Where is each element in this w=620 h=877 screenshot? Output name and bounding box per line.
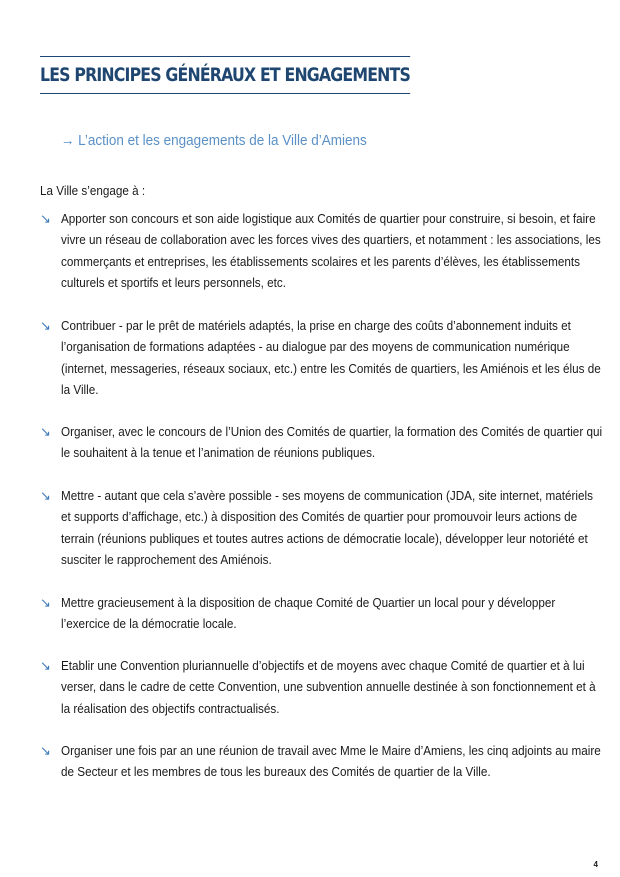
south-east-arrow-icon: ↘ — [40, 743, 51, 758]
list-item-text: Organiser une fois par an une réunion de travail avec Mme le Maire d’Amiens, les cinq adjoints au maire de Secteur et les membres de tous les bureaux des Comités de quartier de la Ville. — [61, 743, 601, 780]
south-east-arrow-icon: ↘ — [40, 595, 51, 610]
list-item-text: Organiser, avec le concours de l’Union des Comités de quartier, la formation des Comités de quartier qui le souhaitent à la tenue et l’animation de réunions publiques. — [61, 424, 603, 461]
section-heading-text: L’action et les engagements de la Ville d’Amiens — [78, 132, 367, 149]
south-east-arrow-icon: ↘ — [40, 318, 51, 333]
page-number: 4 — [593, 860, 598, 869]
list-item-text: Contribuer - par le prêt de matériels adaptés, la prise en charge des coûts d’abonnement induits et l’organisation de formations adaptées - au dialogue par des moyens de communication numérique (internet, messageries, réseaux sociaux, etc.) entre les Comités de quartiers, les Amiénois et les élus de la Ville. — [61, 318, 601, 398]
south-east-arrow-icon: ↘ — [40, 488, 51, 503]
list-item-text: Mettre - autant que cela s’avère possible - ses moyens de communication (JDA, site internet, matériels et supports d’affichage, etc.) à disposition des Comités de quartier pour promouvoir leurs actions de terrain (réunions publiques et toutes autres actions de démocratie locale), développer leur notoriété et susciter le rapprochement des Amiénois. — [61, 488, 593, 568]
right-arrow-icon: → — [61, 132, 75, 149]
south-east-arrow-icon: ↘ — [40, 211, 51, 226]
section-heading — [61, 131, 367, 151]
list-item-text: Apporter son concours et son aide logistique aux Comités de quartier pour construire, si besoin, et faire vivre un réseau de collaboration avec les forces vives des quartiers, et notamment : les associations, les commerçants et entreprises, les établissements scolaires et les parents d’élèves, les établissements culturels et sportifs et leurs personnels, etc. — [61, 211, 601, 291]
south-east-arrow-icon: ↘ — [40, 424, 51, 439]
page-title: LES PRINCIPES GÉNÉRAUX ET ENGAGEMENTS — [40, 56, 410, 94]
south-east-arrow-icon: ↘ — [40, 658, 51, 673]
list-item-text: Mettre gracieusement à la disposition de chaque Comité de Quartier un local pour y développer l’exercice de la démocratie locale. — [61, 595, 556, 632]
list-item-text: Etablir une Convention pluriannuelle d’objectifs et de moyens avec chaque Comité de quartier et à lui verser, dans le cadre de cette Convention, une subvention annuelle destinée à son fonctionnement et à la réalisation des objectifs contractualisés. — [61, 658, 596, 716]
intro-text: La Ville s’engage à : — [40, 183, 146, 198]
